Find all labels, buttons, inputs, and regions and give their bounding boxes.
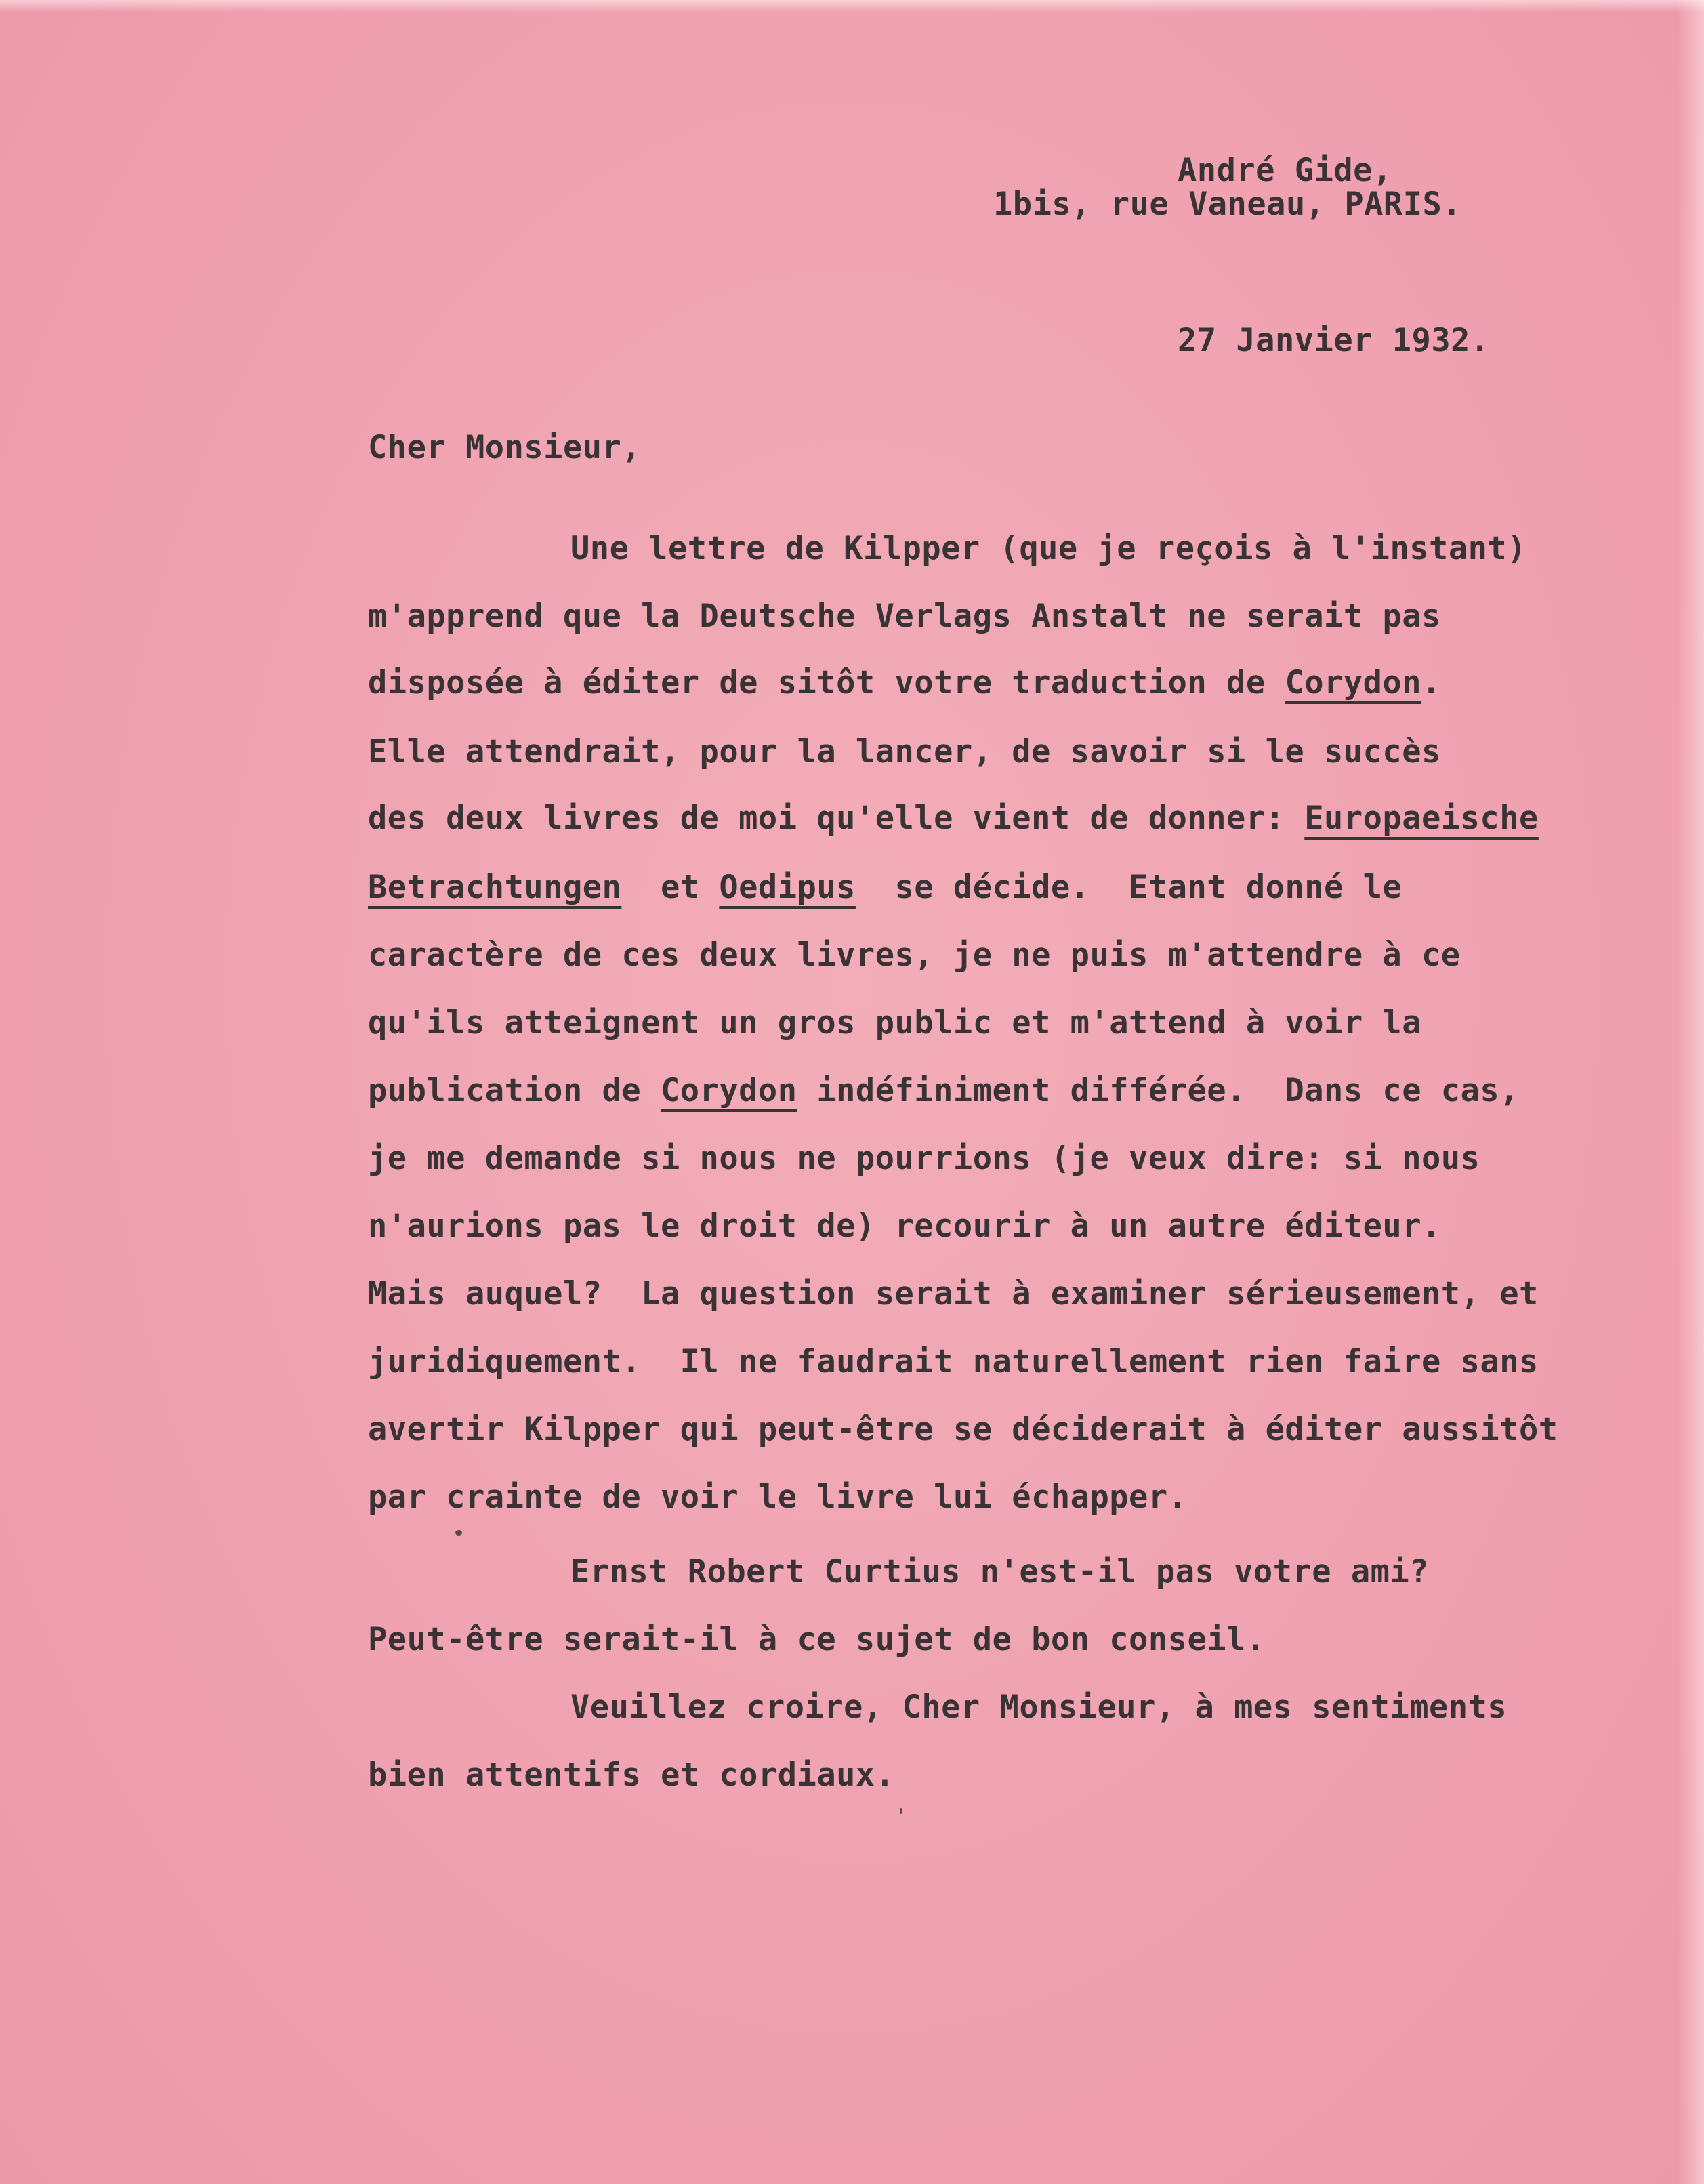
body-line	[368, 1071, 1519, 1111]
body-text: disposée à éditer de sitôt votre traduction de	[368, 664, 1285, 701]
body-line: par crainte de voir le livre lui échapper.	[368, 1479, 1188, 1516]
body-text: publication de	[368, 1072, 661, 1109]
body-line: n'aurions pas le droit de) recourir à un autre éditeur.	[368, 1208, 1441, 1245]
salutation: Cher Monsieur,	[368, 429, 642, 466]
body-line	[368, 867, 1402, 908]
letter-date: 27 Janvier 1932.	[1178, 322, 1490, 359]
body-line: je me demande si nous ne pourrions (je veux dire: si nous	[368, 1140, 1480, 1177]
body-line: Mais auquel? La question serait à examiner sérieusement, et	[368, 1275, 1539, 1313]
body-text: .	[1421, 664, 1441, 701]
book-title-europaeische: Europaeische	[1304, 800, 1539, 837]
body-text: indéfiniment différée. Dans ce cas,	[797, 1072, 1519, 1109]
body-line: qu'ils atteignent un gros public et m'attend à voir la	[368, 1004, 1422, 1042]
paper-edge	[1677, 0, 1704, 2184]
book-title-oedipus: Oedipus	[719, 869, 856, 906]
ink-speck	[900, 1808, 902, 1814]
closing-line: bien attentifs et cordiaux.	[368, 1756, 895, 1794]
ink-speck	[455, 1530, 462, 1536]
book-title-corydon: Corydon	[1285, 664, 1422, 701]
body-line: juridiquement. Il ne faudrait naturellement rien faire sans	[368, 1343, 1539, 1380]
body-line	[368, 663, 1441, 703]
body-line: Peut-être serait-il à ce sujet de bon conseil.	[368, 1621, 1266, 1658]
body-line: Une lettre de Kilpper (que je reçois à l'instant)	[570, 530, 1527, 567]
closing-line: Veuillez croire, Cher Monsieur, à mes sentiments	[570, 1689, 1508, 1726]
sender-name: André Gide,	[1178, 152, 1392, 189]
sender-address: 1bis, rue Vaneau, PARIS.	[993, 186, 1462, 223]
book-title-betrachtungen: Betrachtungen	[368, 869, 622, 906]
body-line: avertir Kilpper qui peut-être se déciderait à éditer aussitôt	[368, 1411, 1558, 1448]
paper-edge-top	[0, 0, 1704, 12]
body-text: et	[621, 869, 720, 906]
body-line	[368, 798, 1539, 839]
body-text: se décide. Etant donné le	[855, 869, 1402, 906]
body-line: m'apprend que la Deutsche Verlags Anstalt ne serait pas	[368, 598, 1441, 635]
book-title-corydon: Corydon	[660, 1072, 797, 1109]
body-line: Ernst Robert Curtius n'est-il pas votre ami?	[570, 1553, 1430, 1590]
body-line: Elle attendrait, pour la lancer, de savoir si le succès	[368, 733, 1441, 770]
body-text: des deux livres de moi qu'elle vient de donner:	[368, 800, 1305, 837]
body-line: caractère de ces deux livres, je ne puis m'attendre à ce	[368, 936, 1461, 974]
